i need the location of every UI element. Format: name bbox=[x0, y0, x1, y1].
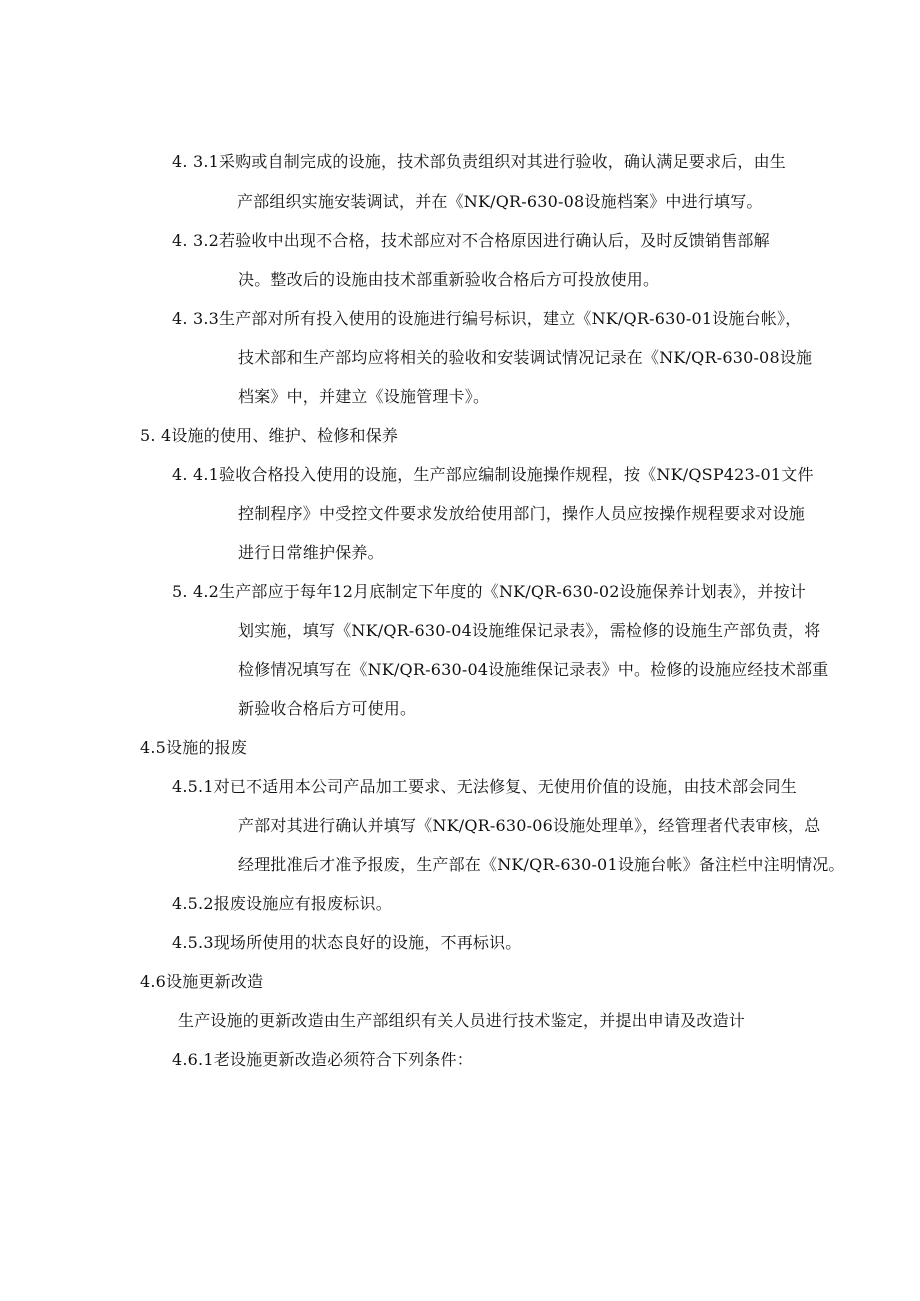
clause-4-3-3-line-1: 4. 3.3生产部对所有投入使用的设施进行编号标识，建立《NK/QR-630-01设施台帐》， bbox=[172, 309, 802, 328]
clause-4-5-1-line-1: 4.5.1对已不适用本公司产品加工要求、无法修复、无使用价值的设施，由技术部会同生 bbox=[172, 777, 797, 796]
clause-4-5-3: 4.5.3现场所使用的状态良好的设施，不再标识。 bbox=[172, 933, 522, 952]
clause-4-4-1-line-3: 进行日常维护保养。 bbox=[238, 543, 384, 562]
clause-4-5-2: 4.5.2报废设施应有报废标识。 bbox=[172, 894, 392, 913]
clause-5-4-2-line-1: 5. 4.2生产部应于每年12月底制定下年度的《NK/QR-630-02设施保养计划表》，并按计 bbox=[172, 582, 806, 601]
clause-5-4-2-line-4: 新验收合格后方可使用。 bbox=[238, 699, 417, 718]
clause-4-5-1-line-2: 产部对其进行确认并填写《NK/QR-630-06设施处理单》，经管理者代表审核，总 bbox=[238, 816, 821, 835]
clause-5-4-2-line-3: 检修情况填写在《NK/QR-630-04设施维保记录表》中。检修的设施应经技术部重 bbox=[238, 660, 829, 679]
clause-4-3-3-line-2: 技术部和生产部均应将相关的验收和安装调试情况记录在《NK/QR-630-08设施 bbox=[238, 348, 813, 367]
clause-4-6-1: 4.6.1老设施更新改造必须符合下列条件： bbox=[172, 1050, 473, 1069]
clause-4-5-1-line-3: 经理批准后才准予报废，生产部在《NK/QR-630-01设施台帐》备注栏中注明情况。 bbox=[238, 855, 845, 874]
paragraph-4-6: 生产设施的更新改造由生产部组织有关人员进行技术鉴定，并提出申请及改造计 bbox=[178, 1011, 746, 1030]
clause-4-3-3-line-3: 档案》中，并建立《设施管理卡》。 bbox=[238, 387, 490, 406]
heading-4-6: 4.6设施更新改造 bbox=[140, 972, 264, 991]
clause-4-3-1-line-1: 4. 3.1采购或自制完成的设施，技术部负责组织对其进行验收，确认满足要求后，由生 bbox=[172, 152, 786, 171]
clause-4-3-1-line-2: 产部组织实施安装调试，并在《NK/QR-630-08设施档案》中进行填写。 bbox=[237, 192, 763, 211]
clause-4-4-1-line-1: 4. 4.1验收合格投入使用的设施，生产部应编制设施操作规程，按《NK/QSP423-01文件 bbox=[172, 465, 814, 484]
heading-4-5: 4.5设施的报废 bbox=[140, 738, 248, 757]
clause-4-3-2-line-2: 决。整改后的设施由技术部重新验收合格后方可投放使用。 bbox=[238, 270, 660, 289]
clause-4-4-1-line-2: 控制程序》中受控文件要求发放给使用部门，操作人员应按操作规程要求对设施 bbox=[238, 504, 806, 523]
clause-5-4-2-line-2: 划实施，填写《NK/QR-630-04设施维保记录表》，需检修的设施生产部负责，将 bbox=[238, 621, 821, 640]
heading-5-4: 5. 4设施的使用、维护、检修和保养 bbox=[140, 426, 399, 445]
clause-4-3-2-line-1: 4. 3.2若验收中出现不合格，技术部应对不合格原因进行确认后，及时反馈销售部解 bbox=[172, 231, 770, 250]
